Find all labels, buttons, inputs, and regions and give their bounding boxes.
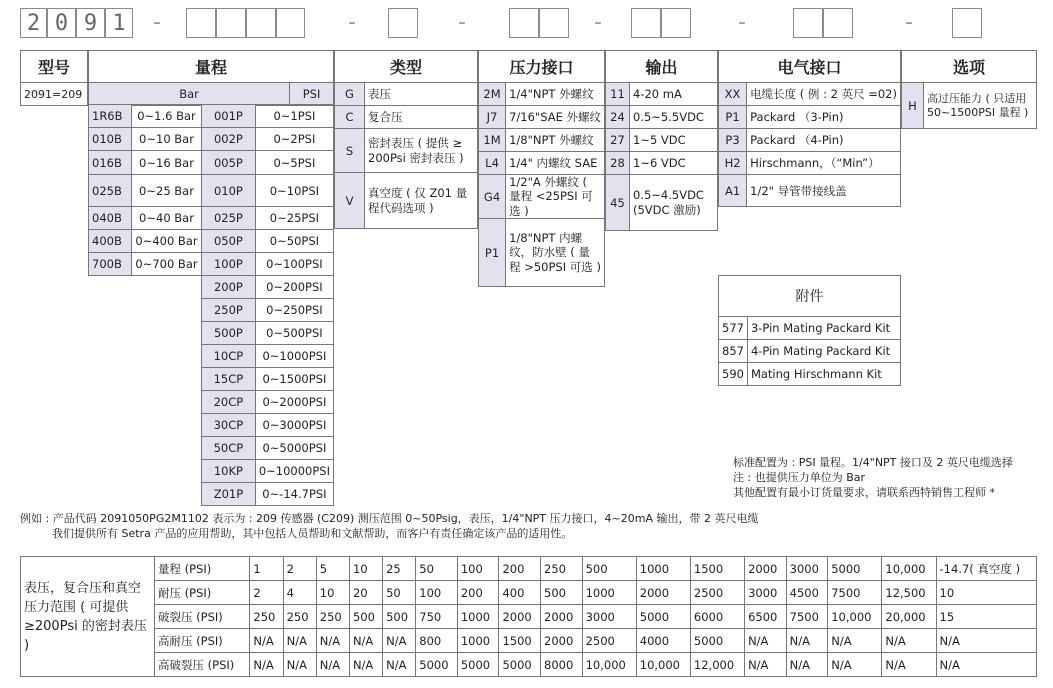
psi-range: 0~5PSI xyxy=(255,151,333,175)
code-digit-2: 0 xyxy=(47,8,76,38)
psi-code: 10CP xyxy=(202,345,256,368)
table-cell: 250 xyxy=(283,605,316,629)
type-section xyxy=(334,50,478,229)
table-cell: 500 xyxy=(349,605,382,629)
table-cell: 1500 xyxy=(690,557,744,581)
table-cell: 500 xyxy=(582,557,636,581)
electrical-desc: Hirschmann，（“Min”） xyxy=(747,152,901,175)
psi-code: Z01P xyxy=(202,483,256,506)
accessory-desc: 3-Pin Mating Packard Kit xyxy=(747,317,900,340)
accessory-code: 590 xyxy=(719,363,748,386)
dash-separator: - xyxy=(594,10,602,35)
table-row xyxy=(89,207,202,230)
table-cell: 250 xyxy=(250,605,283,629)
table-cell: N/A xyxy=(786,629,828,653)
table-cell: 10 xyxy=(316,581,349,605)
dash-separator: - xyxy=(153,10,161,35)
table-cell: N/A xyxy=(383,653,416,677)
options-section xyxy=(901,50,1037,129)
table-cell: 4000 xyxy=(636,629,690,653)
port-code: L4 xyxy=(479,152,506,175)
table-cell: 200 xyxy=(457,581,499,605)
bar-code: 040B xyxy=(89,207,132,230)
psi-code: 005P xyxy=(202,151,256,175)
table-cell: 2000 xyxy=(499,605,541,629)
table-row xyxy=(719,317,901,340)
table-cell: 5000 xyxy=(690,629,744,653)
output-code: 27 xyxy=(606,129,630,152)
table-cell: 5000 xyxy=(636,605,690,629)
port-section xyxy=(478,50,605,287)
table-row xyxy=(719,175,901,207)
table-cell: 250 xyxy=(316,605,349,629)
electrical-code: XX xyxy=(719,83,747,106)
example-line-1: 例如 : 产品代码 2091050PG2M1102 表示为 : 209 传感器 (C209) 测压范围 0~50Psig，表压，1/4"NPT 压力接口，4~20mA 输出，带 2 英尺电缆 xyxy=(20,512,759,525)
output-desc: 0.5~4.5VDC (5VDC 激励) xyxy=(630,175,718,231)
table-row xyxy=(335,83,478,106)
psi-range: 0~100PSI xyxy=(255,253,333,276)
range-bar-label: Bar xyxy=(89,83,290,106)
table-cell: N/A xyxy=(316,629,349,653)
range-psi-table xyxy=(201,104,334,506)
port-code-box xyxy=(509,8,539,38)
table-cell: 2 xyxy=(283,557,316,581)
psi-range: 0~500PSI xyxy=(255,322,333,345)
table-row xyxy=(21,557,1037,581)
table-row xyxy=(606,129,718,152)
range-psi-label: PSI xyxy=(290,83,334,106)
range-header: 量程 xyxy=(89,51,334,83)
bar-range: 0~10 Bar xyxy=(132,128,202,151)
accessory-code: 577 xyxy=(719,317,748,340)
table-row xyxy=(202,105,334,128)
table-row xyxy=(335,129,478,173)
row-label: 高破裂压 (PSI) xyxy=(155,653,250,677)
port-code: P1 xyxy=(479,219,506,287)
table-row xyxy=(21,605,1037,629)
table-row xyxy=(21,629,1037,653)
table-cell: N/A xyxy=(786,653,828,677)
psi-code: 100P xyxy=(202,253,256,276)
table-cell: 2500 xyxy=(582,629,636,653)
port-desc: 1/2"A 外螺纹 ( 量程 <25PSI 可选 ) xyxy=(506,175,605,219)
table-cell: 10,000 xyxy=(582,653,636,677)
table-cell: N/A xyxy=(936,653,1036,677)
row-label: 耐压 (PSI) xyxy=(155,581,250,605)
config-notes xyxy=(733,455,1043,500)
table-row xyxy=(719,106,901,129)
bar-range: 0~25 Bar xyxy=(132,175,202,207)
psi-code: 30CP xyxy=(202,414,256,437)
table-cell: N/A xyxy=(828,629,882,653)
table-row xyxy=(21,581,1037,605)
pressure-table xyxy=(20,556,1037,677)
table-cell: 5000 xyxy=(457,653,499,677)
example-line-2: 我们提供所有 Setra 产品的应用帮助，其中包括人员帮助和文献帮助，而客户有责任确定该产品的适用性。 xyxy=(52,527,573,540)
note-line: 标准配置为 : PSI 量程。1/4"NPT 接口及 2 英尺电缆选择 xyxy=(733,456,1013,469)
table-cell: 20 xyxy=(349,581,382,605)
dash-separator: - xyxy=(905,10,913,35)
table-cell: N/A xyxy=(316,653,349,677)
table-cell: 5000 xyxy=(416,653,458,677)
table-row xyxy=(606,175,718,231)
type-code-box xyxy=(388,8,418,38)
port-code-box xyxy=(539,8,569,38)
electrical-desc: Packard （3-Pin) xyxy=(747,106,901,129)
table-row xyxy=(479,219,605,287)
table-cell: 12,000 xyxy=(690,653,744,677)
table-cell: 7500 xyxy=(786,605,828,629)
table-cell: 200 xyxy=(499,557,541,581)
table-row xyxy=(335,173,478,229)
dash-separator: - xyxy=(348,10,356,35)
table-cell: 250 xyxy=(541,557,583,581)
type-desc: 表压 xyxy=(365,83,478,106)
dash-separator: - xyxy=(458,10,466,35)
psi-range: 0~10000PSI xyxy=(255,460,333,483)
table-cell: 10,000 xyxy=(828,605,882,629)
table-row xyxy=(719,129,901,152)
table-row xyxy=(202,230,334,253)
psi-range: 0~1500PSI xyxy=(255,368,333,391)
port-desc: 1/4"NPT 外螺纹 xyxy=(506,83,605,106)
output-desc: 0.5~5.5VDC xyxy=(630,106,718,129)
type-desc: 复合压 xyxy=(365,106,478,129)
table-row xyxy=(89,128,202,151)
code-digit-1: 2 xyxy=(20,8,47,38)
psi-code: 250P xyxy=(202,299,256,322)
table-cell: N/A xyxy=(828,653,882,677)
output-section xyxy=(605,50,718,231)
psi-range: 0~3000PSI xyxy=(255,414,333,437)
table-row xyxy=(21,653,1037,677)
table-row xyxy=(89,151,202,175)
option-code: H xyxy=(902,83,924,129)
psi-code: 20CP xyxy=(202,391,256,414)
table-row xyxy=(202,391,334,414)
bar-range: 0~400 Bar xyxy=(132,230,202,253)
table-cell: 1000 xyxy=(457,629,499,653)
table-row xyxy=(202,128,334,151)
accessory-code: 857 xyxy=(719,340,748,363)
table-cell: N/A xyxy=(882,653,936,677)
table-cell: N/A xyxy=(936,629,1036,653)
note-line: 其他配置有最小订货量要求，请联系西特销售工程师 * xyxy=(733,486,995,499)
table-cell: 15 xyxy=(936,605,1036,629)
table-cell: 1000 xyxy=(582,581,636,605)
psi-code: 500P xyxy=(202,322,256,345)
electrical-code-box xyxy=(823,8,853,38)
table-cell: N/A xyxy=(745,629,787,653)
table-cell: 50 xyxy=(383,581,416,605)
psi-range: 0~2000PSI xyxy=(255,391,333,414)
type-desc: 真空度 ( 仅 Z01 量程代码选项 ) xyxy=(365,173,478,229)
table-row xyxy=(479,106,605,129)
table-cell: 2 xyxy=(250,581,283,605)
psi-range: 0~250PSI xyxy=(255,299,333,322)
table-row xyxy=(202,175,334,207)
psi-code: 10KP xyxy=(202,460,256,483)
row-label: 高耐压 (PSI) xyxy=(155,629,250,653)
port-desc: 1/4" 内螺纹 SAE xyxy=(506,152,605,175)
electrical-code: P1 xyxy=(719,106,747,129)
accessory-desc: Mating Hirschmann Kit xyxy=(747,363,900,386)
table-cell: 5000 xyxy=(499,653,541,677)
psi-range: 0~-14.7PSI xyxy=(255,483,333,506)
table-row xyxy=(719,363,901,386)
table-cell: 2000 xyxy=(745,557,787,581)
psi-range: 0~25PSI xyxy=(255,207,333,230)
table-cell: N/A xyxy=(383,629,416,653)
table-row xyxy=(479,129,605,152)
table-cell: 500 xyxy=(383,605,416,629)
psi-code: 50CP xyxy=(202,437,256,460)
electrical-desc: 电缆长度 ( 例 : 2 英尺 =02) xyxy=(747,83,901,106)
accessory-desc: 4-Pin Mating Packard Kit xyxy=(747,340,900,363)
psi-code: 001P xyxy=(202,105,256,128)
type-code: V xyxy=(335,173,365,229)
table-row xyxy=(202,151,334,175)
table-cell: N/A xyxy=(283,653,316,677)
electrical-desc: 1/2" 导管带接线盖 xyxy=(747,175,901,207)
table-cell: 1000 xyxy=(457,605,499,629)
bar-code: 700B xyxy=(89,253,132,276)
output-desc: 4-20 mA xyxy=(630,83,718,106)
table-row xyxy=(606,83,718,106)
table-cell: 10,000 xyxy=(636,653,690,677)
type-code: C xyxy=(335,106,365,129)
psi-range: 0~5000PSI xyxy=(255,437,333,460)
table-cell: 10 xyxy=(936,581,1036,605)
output-code-box xyxy=(631,8,661,38)
electrical-section xyxy=(718,50,901,207)
table-cell: 1500 xyxy=(499,629,541,653)
psi-code: 002P xyxy=(202,128,256,151)
range-code-box xyxy=(216,8,246,38)
table-cell: 2000 xyxy=(636,581,690,605)
table-cell: N/A xyxy=(349,653,382,677)
range-code-box xyxy=(246,8,276,38)
table-cell: N/A xyxy=(250,629,283,653)
table-cell: N/A xyxy=(349,629,382,653)
table-cell: 6000 xyxy=(690,605,744,629)
bar-range: 0~16 Bar xyxy=(132,151,202,175)
table-row xyxy=(202,299,334,322)
options-header: 选项 xyxy=(902,51,1037,83)
range-section xyxy=(88,50,334,106)
table-cell: 12,500 xyxy=(882,581,936,605)
range-code-box xyxy=(276,8,305,38)
table-cell: 20,000 xyxy=(882,605,936,629)
table-row xyxy=(202,253,334,276)
table-cell: 2000 xyxy=(541,629,583,653)
table-cell: 400 xyxy=(499,581,541,605)
note-line: 注 : 也提供压力单位为 Bar xyxy=(733,471,866,484)
code-digit-4: 1 xyxy=(105,8,133,38)
psi-range: 0~2PSI xyxy=(255,128,333,151)
port-desc: 7/16"SAE 外螺纹 xyxy=(506,106,605,129)
psi-range: 0~1000PSI xyxy=(255,345,333,368)
electrical-code: H2 xyxy=(719,152,747,175)
bar-range: 0~40 Bar xyxy=(132,207,202,230)
table-cell: 4 xyxy=(283,581,316,605)
table-row xyxy=(202,345,334,368)
output-code-box xyxy=(661,8,691,38)
table-row xyxy=(202,322,334,345)
table-cell: N/A xyxy=(283,629,316,653)
table-cell: 3000 xyxy=(582,605,636,629)
bar-range: 0~700 Bar xyxy=(132,253,202,276)
port-code: J7 xyxy=(479,106,506,129)
output-code: 28 xyxy=(606,152,630,175)
table-cell: N/A xyxy=(882,629,936,653)
psi-range: 0~200PSI xyxy=(255,276,333,299)
table-row xyxy=(719,152,901,175)
table-cell: 10 xyxy=(349,557,382,581)
example-text xyxy=(20,511,1040,541)
output-code: 11 xyxy=(606,83,630,106)
bar-code: 010B xyxy=(89,128,132,151)
port-code: 2M xyxy=(479,83,506,106)
output-code: 24 xyxy=(606,106,630,129)
bar-code: 1R6B xyxy=(89,105,132,128)
table-row xyxy=(606,106,718,129)
table-cell: 10,000 xyxy=(882,557,936,581)
table-row xyxy=(719,340,901,363)
electrical-desc: Packard （4-Pin) xyxy=(747,129,901,152)
output-desc: 1~5 VDC xyxy=(630,129,718,152)
table-cell: 4500 xyxy=(786,581,828,605)
psi-code: 200P xyxy=(202,276,256,299)
type-code: S xyxy=(335,129,365,173)
range-code-box xyxy=(186,8,216,38)
table-cell: 1000 xyxy=(636,557,690,581)
psi-range: 0~10PSI xyxy=(255,175,333,207)
table-cell: 50 xyxy=(416,557,458,581)
option-code-box xyxy=(952,8,982,38)
accessories-section xyxy=(718,275,901,386)
bar-range: 0~1.6 Bar xyxy=(132,105,202,128)
row-label: 量程 (PSI) xyxy=(155,557,250,581)
table-cell: 2500 xyxy=(690,581,744,605)
port-header: 压力接口 xyxy=(479,51,605,83)
model-section xyxy=(20,50,88,106)
port-code: 1M xyxy=(479,129,506,152)
table-row xyxy=(479,83,605,106)
table-cell: 3000 xyxy=(786,557,828,581)
table-row xyxy=(89,253,202,276)
accessories-header: 附件 xyxy=(719,276,901,317)
port-desc: 1/8"NPT 内螺纹，防水壁 ( 量程 >50PSI 可选 ) xyxy=(506,219,605,287)
table-cell: 100 xyxy=(416,581,458,605)
table-row xyxy=(89,230,202,253)
port-code: G4 xyxy=(479,175,506,219)
psi-range: 0~50PSI xyxy=(255,230,333,253)
table-row xyxy=(335,106,478,129)
table-cell: N/A xyxy=(745,653,787,677)
table-row xyxy=(202,460,334,483)
table-cell: -14.7( 真空度 ) xyxy=(936,557,1036,581)
dash-separator: - xyxy=(738,10,746,35)
table-row xyxy=(479,175,605,219)
table-row xyxy=(479,152,605,175)
output-header: 输出 xyxy=(606,51,718,83)
table-cell: 1 xyxy=(250,557,283,581)
range-bar-table xyxy=(88,104,202,276)
table-cell: 750 xyxy=(416,605,458,629)
table-row xyxy=(202,437,334,460)
psi-code: 050P xyxy=(202,230,256,253)
table-cell: 5000 xyxy=(828,557,882,581)
electrical-code: P3 xyxy=(719,129,747,152)
type-code: G xyxy=(335,83,365,106)
table-row xyxy=(202,276,334,299)
model-header: 型号 xyxy=(21,51,88,83)
table-cell: 7500 xyxy=(828,581,882,605)
model-value: 2091=209 xyxy=(21,83,88,106)
table-row xyxy=(202,483,334,506)
row-label: 破裂压 (PSI) xyxy=(155,605,250,629)
electrical-header: 电气接口 xyxy=(719,51,901,83)
option-desc: 高过压能力 ( 只适用 50~1500PSI 量程 ) xyxy=(924,83,1037,129)
electrical-code-box xyxy=(793,8,823,38)
table-cell: N/A xyxy=(250,653,283,677)
psi-code: 010P xyxy=(202,175,256,207)
pressure-table-side-label: 表压，复合压和真空压力范围 ( 可提供 ≥200Psi 的密封表压 ) xyxy=(21,557,155,677)
type-header: 类型 xyxy=(335,51,478,83)
table-cell: 500 xyxy=(541,581,583,605)
table-cell: 6500 xyxy=(745,605,787,629)
table-row xyxy=(902,83,1037,129)
table-cell: 2000 xyxy=(541,605,583,629)
output-code: 45 xyxy=(606,175,630,231)
table-row xyxy=(606,152,718,175)
psi-code: 025P xyxy=(202,207,256,230)
bar-code: 025B xyxy=(89,175,132,207)
output-desc: 1~6 VDC xyxy=(630,152,718,175)
table-cell: 8000 xyxy=(541,653,583,677)
table-cell: 3000 xyxy=(745,581,787,605)
table-cell: 800 xyxy=(416,629,458,653)
table-row xyxy=(202,207,334,230)
electrical-code: A1 xyxy=(719,175,747,207)
type-desc: 密封表压 ( 提供 ≥ 200Psi 密封表压 ) xyxy=(365,129,478,173)
code-digit-3: 9 xyxy=(76,8,105,38)
port-desc: 1/8"NPT 外螺纹 xyxy=(506,129,605,152)
table-cell: 100 xyxy=(457,557,499,581)
table-row xyxy=(202,368,334,391)
table-row xyxy=(89,105,202,128)
psi-code: 15CP xyxy=(202,368,256,391)
table-cell: 5 xyxy=(316,557,349,581)
table-row xyxy=(719,83,901,106)
table-cell: 25 xyxy=(383,557,416,581)
bar-code: 400B xyxy=(89,230,132,253)
table-row xyxy=(89,175,202,207)
bar-code: 016B xyxy=(89,151,132,175)
psi-range: 0~1PSI xyxy=(255,105,333,128)
table-row xyxy=(202,414,334,437)
